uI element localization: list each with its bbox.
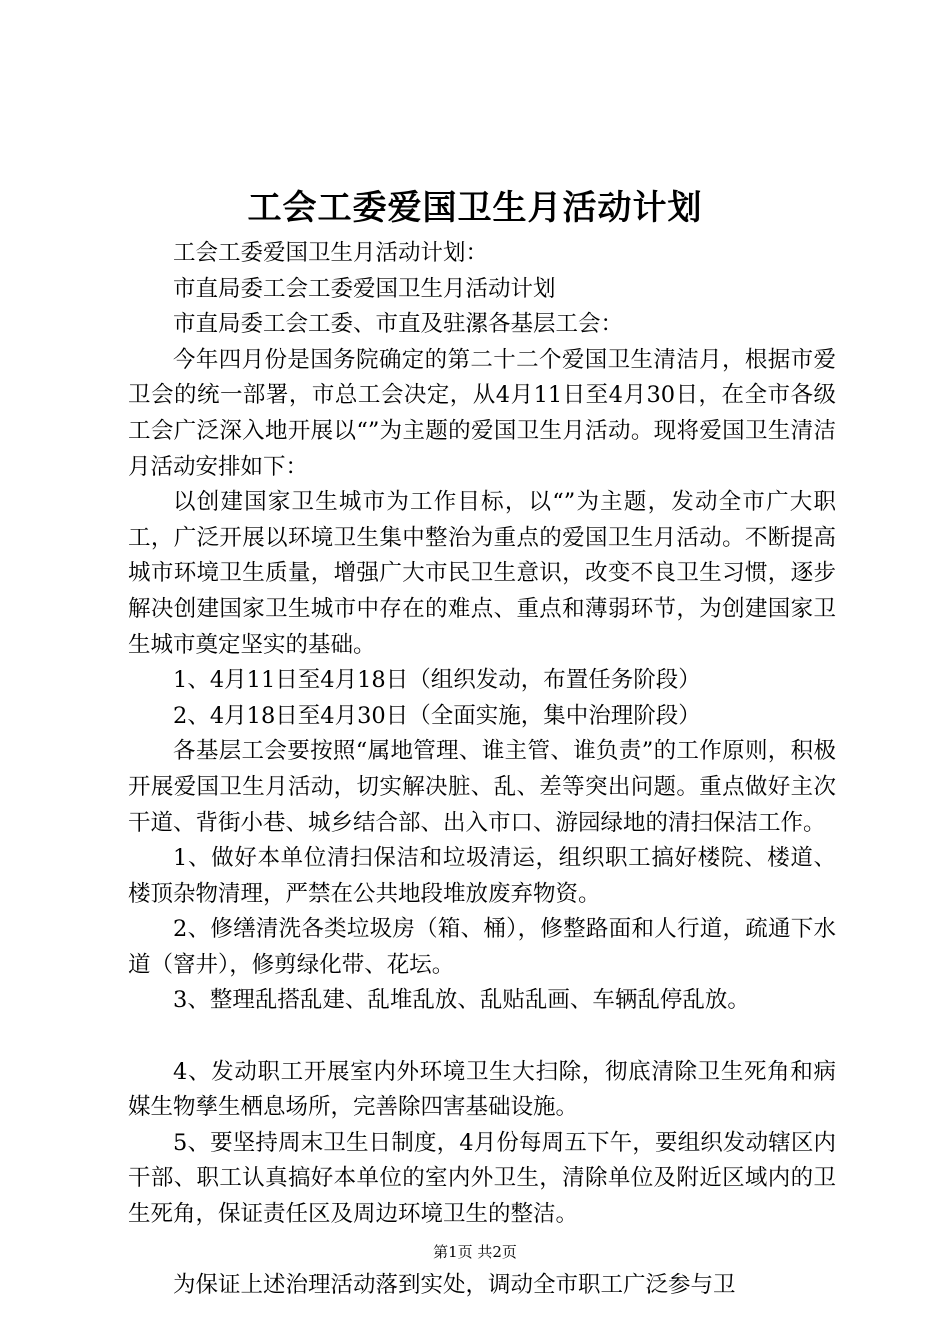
paragraph-spacer: [128, 1019, 836, 1055]
paragraph-task-1: 1、做好本单位清扫保洁和垃圾清运，组织职工搞好楼院、楼道、楼顶杂物清理，严禁在公共地段堆放废弃物资。: [128, 845, 836, 907]
paragraph-task-3: 3、整理乱搭乱建、乱堆乱放、乱贴乱画、车辆乱停乱放。: [173, 987, 750, 1014]
paragraph-addressee: 市直局委工会工委、市直及驻漯各基层工会：: [173, 311, 624, 338]
document-title: 工会工委爱国卫生月活动计划: [247, 188, 703, 228]
document-body: [128, 236, 836, 1304]
paragraph-salutation-heading: 工会工委爱国卫生月活动计划：: [173, 240, 489, 266]
paragraph-plan-name: 市直局委工会工委爱国卫生月活动计划: [173, 275, 556, 302]
paragraph-goal: 以创建国家卫生城市为工作目标，以“”为主题，发动全市广大职工，广泛开展以环境卫生集中整治为重点的爱国卫生月活动。不断提高城市环境卫生质量，增强广大市民卫生意识，改变不良卫生习惯，逐步解决创建国家卫生城市中存在的难点、重点和薄弱环节，为创建国家卫生城市奠定坚实的基础。: [128, 489, 836, 658]
paragraph-task-4: 4、发动职工开展室内外环境卫生大扫除，彻底清除卫生死角和病媒生物孳生栖息场所，完善除四害基础设施。: [128, 1058, 836, 1121]
paragraph-task-5: 5、要坚持周末卫生日制度，4月份每周五下午，要组织发动辖区内干部、职工认真搞好本单位的室内外卫生，清除单位及附近区域内的卫生死角，保证责任区及周边环境卫生的整洁。: [128, 1129, 836, 1228]
paragraph-task-2: 2、修缮清洗各类垃圾房（箱、桶），修整路面和人行道，疏通下水道（窨井），修剪绿化带、花坛。: [128, 916, 836, 978]
paragraph-phase-1: 1、4月11日至4月18日（组织发动，布置任务阶段）: [173, 667, 701, 694]
paragraph-principle: 各基层工会要按照“属地管理、谁主管、谁负责”的工作原则，积极开展爱国卫生月活动，切实解决脏、乱、差等突出问题。重点做好主次干道、背街小巷、城乡结合部、出入市口、游园绿地的清扫保洁工作。: [128, 738, 836, 836]
paragraph-intro: 今年四月份是国务院确定的第二十二个爱国卫生清洁月，根据市爱卫会的统一部署，市总工会决定，从4月11日至4月30日，在全市各级工会广泛深入地开展以“”为主题的爱国卫生月活动。现将爱国卫生清洁月活动安排如下：: [128, 346, 836, 480]
paragraph-closing: 为保证上述治理活动落到实处，调动全市职工广泛参与卫: [173, 1272, 736, 1299]
page-indicator: 第1页 共2页: [433, 1243, 517, 1261]
paragraph-phase-2: 2、4月18日至4月30日（全面实施，集中治理阶段）: [173, 702, 701, 729]
